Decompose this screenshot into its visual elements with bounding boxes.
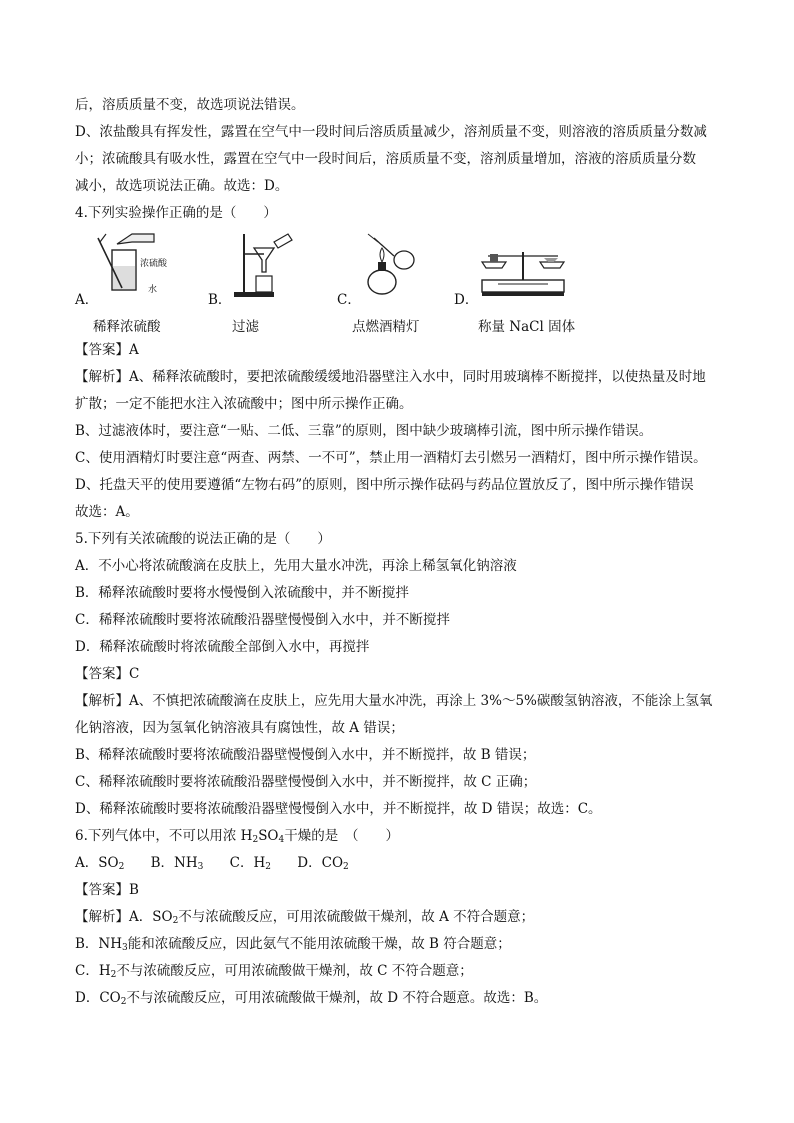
caption-a: 稀释浓硫酸 [93,319,161,335]
question-6: 6.下列气体中，不可以用浓 $H_2SO_4$干燥的是 （ ） [75,828,399,845]
answer-4: 【答案】A [75,342,139,358]
text-line: 化钠溶液，因为氢氧化钠溶液具有腐蚀性，故 A 错误； [75,720,404,736]
question-5: 5.下列有关浓硫酸的说法正确的是（ ） [75,531,331,547]
option-line: C．稀释浓硫酸时要将浓硫酸沿器壁慢慢倒入水中，并不断搅拌 [75,612,450,628]
option-c-letter: C． [337,292,361,308]
text-line: D、稀释浓硫酸时要将浓硫酸沿器壁慢慢倒入水中，并不断搅拌，故 D 错误；故选：C。 [75,801,602,817]
text-line: 后，溶质质量不变，故选项说法错误。 [75,97,305,113]
acid-label: 浓硫酸 [140,259,168,269]
option-line: D．稀释浓硫酸时将浓硫酸全部倒入水中，再搅拌 [75,639,370,655]
text-line: B、过滤液体时，要注意“一贴、二低、三靠”的原则，图中缺少玻璃棒引流，图中所示操作错误。 [75,423,653,439]
answer-5: 【答案】C [75,666,140,682]
water-label: 水 [148,285,158,295]
text-line: B．$NH_3$能和浓硫酸反应，因此氨气不能用浓硫酸干燥，故 B 符合题意； [75,936,511,953]
text-line: 减小，故选项说法正确。故选：D。 [75,178,289,194]
option-b-letter: B． [208,292,232,308]
option-line: A．不小心将浓硫酸滴在皮肤上，先用大量水冲洗，再涂上稀氢氧化钠溶液 [75,558,517,574]
text-line: C、稀释浓硫酸时要将浓硫酸沿器壁慢慢倒入水中，并不断搅拌，故 C 正确； [75,774,537,790]
text-line: 【解析】A、不慎把浓硫酸滴在皮肤上，应先用大量水冲洗，再涂上 3%～5%碳酸氢钠溶液，不能涂上氢氧 [75,693,713,709]
text-line: 扩散；一定不能把水注入浓硫酸中；图中所示操作正确。 [75,396,413,412]
question-4: 4.下列实验操作正确的是（ ） [75,205,277,221]
balance-figure [478,234,568,298]
option-d-letter: D． [454,292,479,308]
text-line: 小；浓硫酸具有吸水性，露置在空气中一段时间后，溶质质量不变，溶剂质量增加，溶液的溶质质量分数 [75,151,696,167]
alcohol-lamp-figure [360,232,422,300]
text-line: C．$H_2$不与浓硫酸反应，可用浓硫酸做干燥剂，故 C 不符合题意； [75,963,473,980]
text-line: 【解析】A．$SO_2$不与浓硫酸反应，可用浓硫酸做干燥剂，故 A 不符合题意； [75,909,535,926]
caption-b: 过滤 [232,319,259,335]
option-line: B．稀释浓硫酸时要将水慢慢倒入浓硫酸中，并不断搅拌 [75,585,409,601]
option-a-letter: A． [75,292,99,308]
text-line: D、托盘天平的使用要遵循“左物右码”的原则，图中所示操作砝码与药品位置放反了，图中所示操作错误 [75,477,694,493]
caption-d: 称量 NaCl 固体 [478,319,576,335]
text-line: D、浓盐酸具有挥发性，露置在空气中一段时间后溶质质量减少，溶剂质量不变，则溶液的溶质质量分数减 [75,124,707,140]
filtration-figure [232,232,294,300]
text-line: 故选：A。 [75,504,139,520]
text-line: B、稀释浓硫酸时要将浓硫酸沿器壁慢慢倒入水中，并不断搅拌，故 B 错误； [75,747,536,763]
question-6-options: A．$SO_2$ B．$NH_3$ C．$H_2$ D．$CO_2$ [75,855,349,872]
caption-c: 点燃酒精灯 [352,319,420,335]
text-line: D．$CO_2$不与浓硫酸反应，可用浓硫酸做干燥剂，故 D 不符合题意。故选：B。 [75,990,548,1007]
answer-6: 【答案】B [75,882,139,898]
text-line: 【解析】A、稀释浓硫酸时，要把浓硫酸缓缓地沿器壁注入水中，同时用玻璃棒不断搅拌，以使热量及时地 [75,369,706,385]
text-line: C、使用酒精灯时要注意“两查、两禁、一不可”，禁止用一酒精灯去引燃另一酒精灯，图中所示操作错误。 [75,450,707,466]
